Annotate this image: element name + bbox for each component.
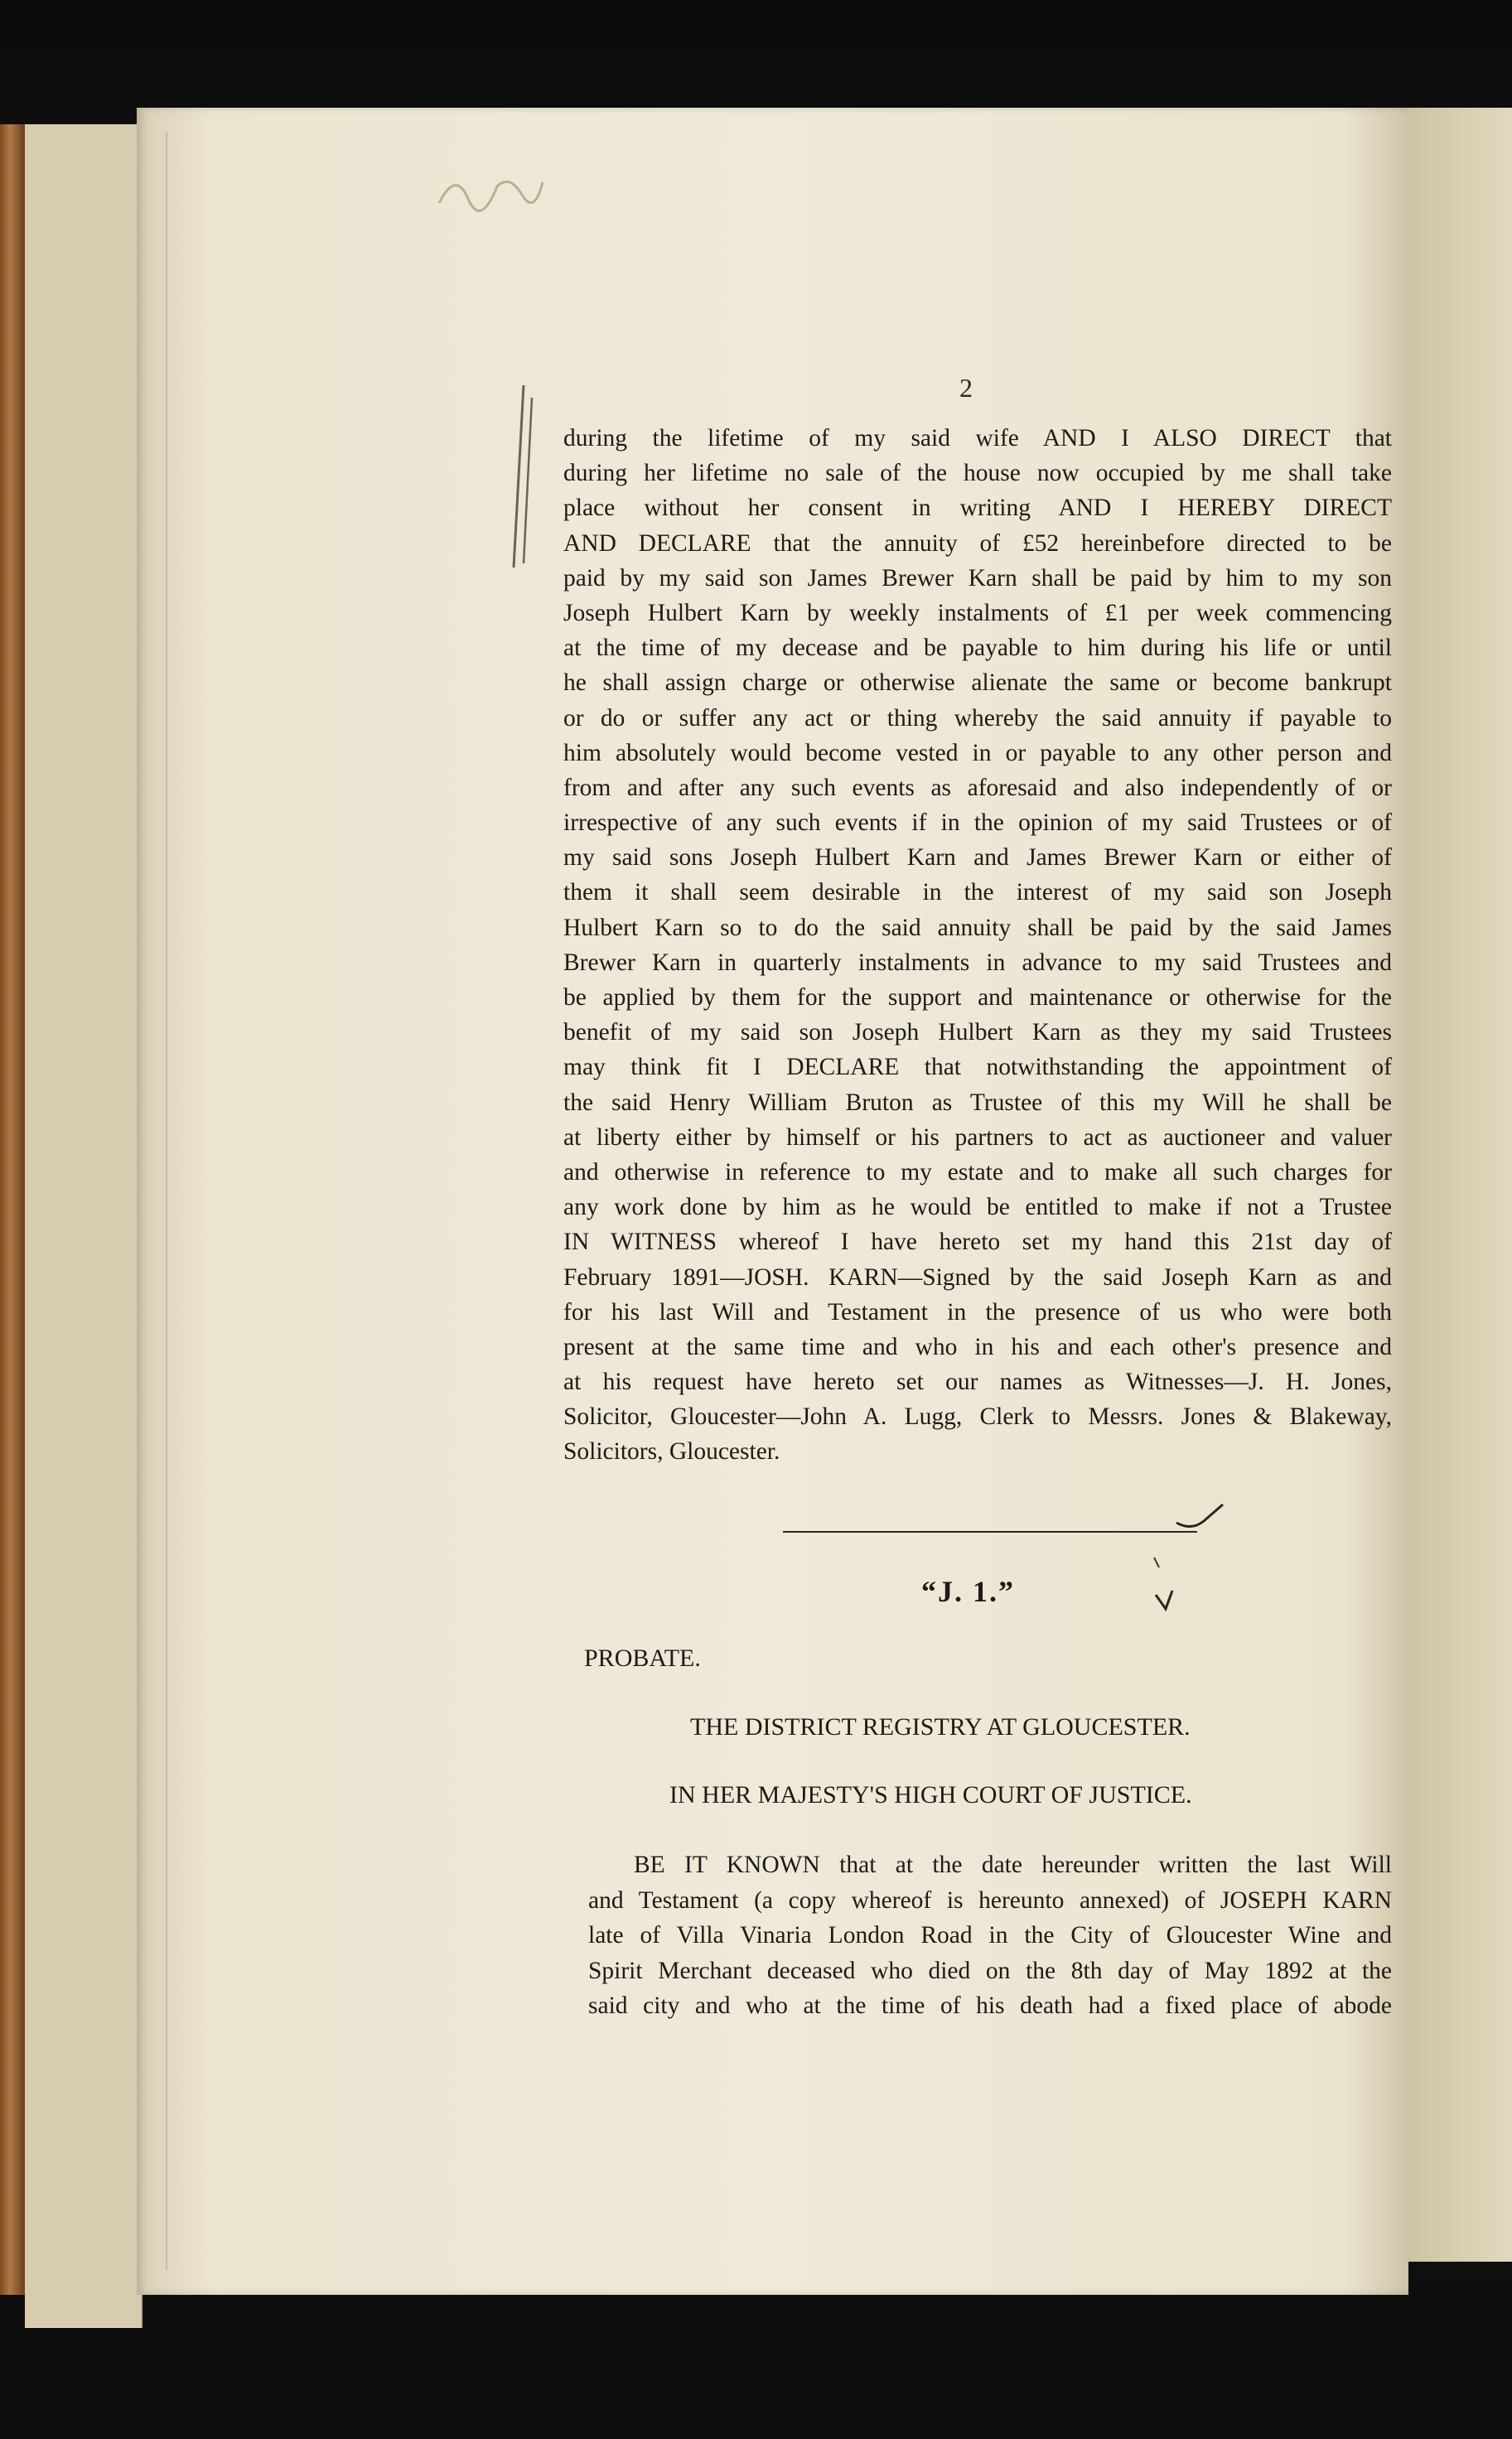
ink-flourish-mark [1175,1500,1225,1533]
page-fold-line [166,133,167,2270]
will-line-7: at the time of my decease and be payable to him during his life or until [563,635,1392,662]
probate-line-3: late of Villa Vinaria London Road in the City of Gloucester Wine and [588,1922,1392,1949]
will-line-8: he shall assign charge or otherwise alienate the same or become bankrupt [563,669,1392,697]
will-line-1: during the lifetime of my said wife AND I ALSO DIRECT that [563,425,1392,452]
will-line-24: IN WITNESS whereof I have hereto set my hand this 21st day of [563,1229,1392,1256]
will-line-4: AND DECLARE that the annuity of £52 hereinbefore directed to be [563,529,1392,557]
will-line-14: them it shall seem desirable in the interest of my said son Joseph [563,879,1392,906]
will-line-5: paid by my said son James Brewer Karn shall be paid by him to my son [563,564,1392,592]
court-heading: IN HER MAJESTY'S HIGH COURT OF JUSTICE. [669,1781,1192,1809]
faded-handwriting-mark [431,162,547,220]
will-line-11: from and after any such events as aforesaid and also independently of or [563,774,1392,801]
will-line-22: and otherwise in reference to my estate and to make all such charges for [563,1158,1392,1186]
will-line-30: Solicitors, Gloucester. [563,1438,780,1466]
book-binding-edge [0,124,25,2295]
probate-text [588,1847,1392,2024]
section-divider [783,1531,1197,1533]
probate-line-1: BE IT KNOWN that at the date hereunder written the last Will [634,1852,1392,1878]
will-line-10: him absolutely would become vested in or payable to any other person and [563,739,1392,766]
will-line-23: any work done by him as he would be entitled to make if not a Trustee [563,1194,1392,1221]
will-line-3: place without her consent in writing AND I HEREBY DIRECT [563,495,1392,522]
will-line-2: during her lifetime no sale of the house now occupied by me shall take [563,460,1392,487]
will-line-21: at liberty either by himself or his partners to act as auctioneer and valuer [563,1123,1392,1151]
exhibit-label: “J. 1.” [921,1575,1015,1608]
will-text [563,421,1392,1470]
will-line-29: Solicitor, Gloucester—John A. Lugg, Clerk to Messrs. Jones & Blakeway, [563,1403,1392,1431]
probate-title: PROBATE. [584,1645,701,1672]
will-line-19: may think fit I DECLARE that notwithstanding the appointment of [563,1054,1392,1081]
will-line-27: present at the same time and who in his and each other's presence and [563,1333,1392,1360]
probate-line-5: said city and who at the time of his death had a fixed place of abode [588,1992,1392,2019]
probate-line-2: and Testament (a copy whereof is hereunto annexed) of JOSEPH KARN [588,1886,1392,1914]
page-number: 2 [959,373,973,403]
will-line-28: at his request have hereto set our names as Witnesses—J. H. Jones, [563,1369,1392,1396]
will-line-13: my said sons Joseph Hulbert Karn and James Brewer Karn or either of [563,844,1392,872]
will-line-20: the said Henry William Bruton as Trustee of this my Will he shall be [563,1089,1392,1116]
will-line-26: for his last Will and Testament in the presence of us who were both [563,1298,1392,1326]
will-line-15: Hulbert Karn so to do the said annuity shall be paid by the said James [563,914,1392,941]
will-line-9: or do or suffer any act or thing whereby the said annuity if payable to [563,704,1392,732]
will-line-12: irrespective of any such events if in the opinion of my said Trustees or of [563,809,1392,837]
will-line-16: Brewer Karn in quarterly instalments in advance to my said Trustees and [563,949,1392,976]
will-line-25: February 1891—JOSH. KARN—Signed by the said Joseph Karn as and [563,1263,1392,1291]
probate-line-4: Spirit Merchant deceased who died on the 8th day of May 1892 at the [588,1957,1392,1984]
will-line-17: be applied by them for the support and maintenance or otherwise for the [563,984,1392,1011]
registry-heading: THE DISTRICT REGISTRY AT GLOUCESTER. [690,1713,1191,1741]
ink-tick-mark [1147,1549,1181,1624]
underlying-page [25,124,143,2328]
pencil-margin-mark [499,381,539,572]
will-line-18: benefit of my said son Joseph Hulbert Karn as they my said Trustees [563,1019,1392,1046]
adjacent-page [1408,108,1512,2262]
will-line-6: Joseph Hulbert Karn by weekly instalments of £1 per week commencing [563,599,1392,626]
